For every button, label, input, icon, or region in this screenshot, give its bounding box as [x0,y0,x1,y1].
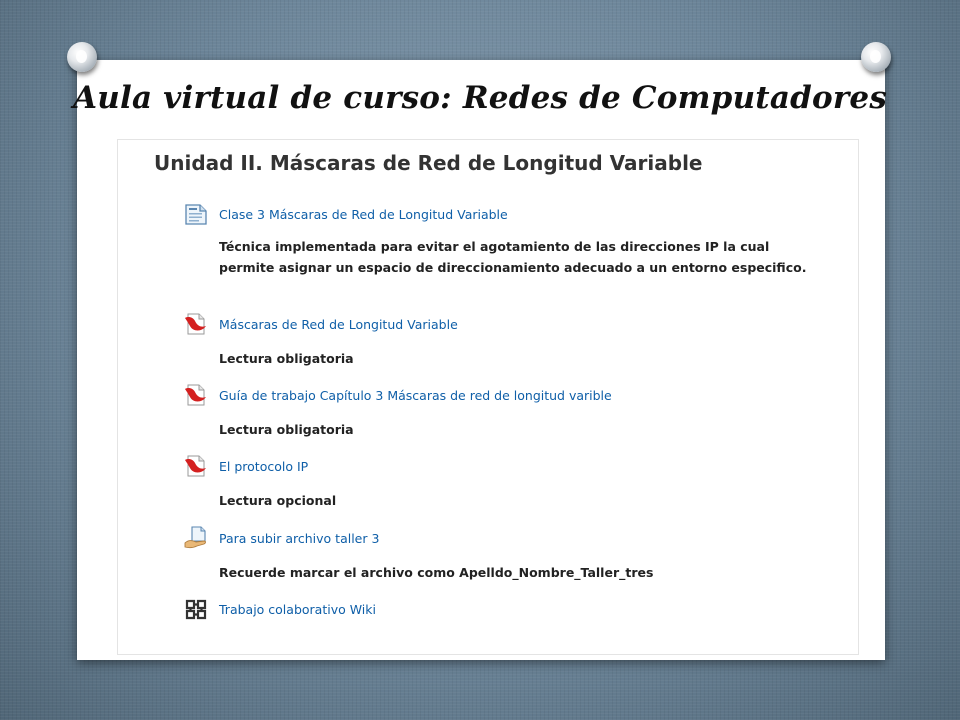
pdf-icon [184,312,208,336]
activity-description: Lectura opcional [219,493,337,508]
activity-description: Lectura obligatoria [219,422,354,437]
wiki-icon [184,597,208,621]
activity-protocolo-ip-pdf[interactable] [184,454,308,478]
course-page-screenshot [117,139,859,655]
activity-description: Recuerde marcar el archivo como Apelldo_Nombre_Taller_tres [219,565,654,580]
activity-guia-pdf[interactable] [184,383,612,407]
activity-wiki[interactable] [184,597,376,621]
activity-link[interactable]: Guía de trabajo Capítulo 3 Máscaras de red de longitud varible [219,387,612,403]
activity-description: Lectura obligatoria [219,351,354,366]
activity-link[interactable]: Máscaras de Red de Longitud Variable [219,316,458,332]
section-title: Unidad II. Máscaras de Red de Longitud Variable [154,151,703,175]
pdf-icon [184,454,208,478]
assignment-upload-icon [184,526,208,550]
activity-link[interactable]: Clase 3 Máscaras de Red de Longitud Variable [219,206,508,222]
activity-subir-taller-3[interactable] [184,526,379,550]
activity-description: Técnica implementada para evitar el agotamiento de las direcciones IP la cual permite asignar un espacio de direccionamiento adecuado a un entorno especifico. [219,239,807,275]
activity-link[interactable]: El protocolo IP [219,458,309,474]
activity-link[interactable]: Trabajo colaborativo Wiki [219,601,376,617]
activity-mascaras-pdf[interactable] [184,312,458,336]
slide-title: Aula virtual de curso: Redes de Computadores [73,80,887,116]
activity-link[interactable]: Para subir archivo taller 3 [219,530,380,546]
pdf-icon [184,383,208,407]
pushpin-icon [861,42,891,72]
page-icon [184,202,208,226]
activity-clase-3[interactable] [184,202,508,226]
pushpin-icon [67,42,97,72]
